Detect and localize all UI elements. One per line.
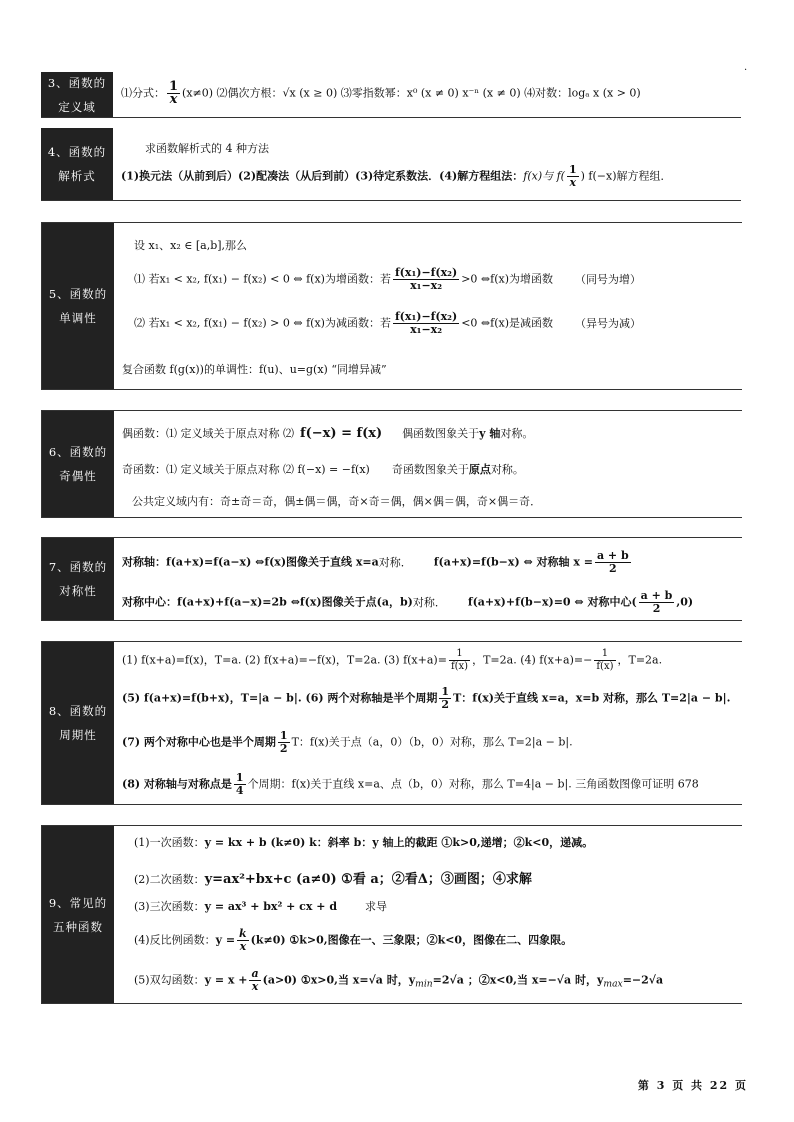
- label-line1: 4、函数的: [47, 145, 107, 159]
- denominator: f(x): [596, 661, 614, 672]
- text: >0 ⇔f(x)为增函数: [461, 272, 554, 286]
- text: f(x)与 f(: [523, 169, 565, 183]
- domain-line: [121, 81, 641, 106]
- text: (3)三次函数：: [134, 900, 205, 913]
- label-line1: 3、函数的: [47, 75, 107, 90]
- denominator: x: [239, 940, 247, 953]
- denominator: x₁−x₂: [410, 323, 443, 336]
- text: 奇函数：⑴ 定义域关于原点对称 ⑵ f(−x) = −f(x): [122, 463, 370, 476]
- fraction: [237, 928, 249, 953]
- section-label: [42, 411, 114, 517]
- section-label: [41, 72, 113, 117]
- fraction: [278, 730, 290, 755]
- section-content: [121, 128, 741, 200]
- text: 个周期：f(x)关于直线 x=a、点（b，0）对称，那么 T=4|a − b|. 三角函数图像可证明 678: [247, 777, 699, 791]
- text: ⑴分式：: [121, 86, 165, 100]
- numerator: 1: [449, 648, 470, 661]
- numerator: f(x₁)−f(x₂): [394, 310, 458, 323]
- text: 对称．: [412, 595, 446, 609]
- text: 对称轴：f(a+x)=f(a−x) ⇔f(x)图像关于直线 x=a: [122, 555, 379, 569]
- text: (1) f(x+a)=f(x)，T=a. (2) f(x+a)=−f(x)，T=2a. (3) f(x+a)=: [122, 653, 447, 667]
- mono-line-3: [134, 311, 641, 336]
- text: (x≠0) ⑵偶次方根：√x (x ≥ 0) ⑶零指数幂：x⁰ (x ≠ 0) x⁻ⁿ (x ≠ 0) ⑷对数：logₐ x (x > 0): [182, 86, 641, 100]
- denominator: 2: [279, 742, 288, 755]
- even-line: [122, 425, 533, 441]
- text: ) f(−x)解方程组．: [580, 169, 672, 183]
- section-content: [121, 72, 741, 117]
- section-analytic: [41, 128, 741, 201]
- text: f(−x) = f(x): [300, 426, 383, 441]
- center-line: [122, 590, 693, 615]
- text: f(a+x)=f(b−x) ⇔ 对称轴 x =: [433, 555, 593, 569]
- section-label: [42, 538, 114, 620]
- numerator: 1: [594, 648, 615, 661]
- text: =−2√a: [622, 973, 664, 987]
- period-line-3: [122, 730, 573, 755]
- label-line1: 9、常见的: [48, 895, 108, 910]
- denominator: 4: [235, 784, 244, 797]
- label-line1: 6、函数的: [48, 445, 108, 459]
- label-line2: 奇偶性: [59, 469, 97, 483]
- numerator: 1: [235, 771, 244, 784]
- denominator: x: [251, 980, 259, 993]
- text: =2√a ；②x<0,当 x=−√a 时，y: [432, 973, 604, 987]
- period-line-4: [122, 772, 699, 797]
- text: y = kx + b (k≠0) k：斜率 b：y 轴上的截距 ①k>0,递增；②k<0，递减。: [204, 836, 594, 849]
- text: ，T=2a. (4) f(x+a)=−: [472, 653, 593, 667]
- section-content: [122, 826, 742, 1003]
- numerator: a + b: [640, 589, 673, 602]
- section-label: [42, 826, 114, 1003]
- func-line-4: [134, 928, 572, 953]
- label-line1: 5、函数的: [48, 287, 108, 301]
- denominator: f(x): [450, 661, 469, 672]
- section-content: [122, 642, 742, 804]
- mono-line-4: 复合函数 f(g(x))的单调性：f(u)、u=g(x) “同增异减”: [122, 363, 387, 376]
- text: (5) f(a+x)=f(b+x)，T=|a − b|. (6) 两个对称轴是半个周期: [122, 691, 438, 705]
- section-label: [42, 642, 114, 804]
- subscript: min: [415, 978, 433, 990]
- section-parity: [41, 410, 742, 518]
- fraction: [595, 550, 631, 575]
- fraction: [249, 968, 260, 993]
- numerator: 1: [279, 729, 288, 742]
- denominator: x: [569, 176, 577, 189]
- section-monotonic: [41, 222, 742, 390]
- text: 对称中心：f(a+x)+f(a−x)=2b ⇔f(x)图像关于点(a，b): [122, 595, 413, 609]
- section-label: [42, 223, 114, 389]
- section-content: [122, 223, 742, 389]
- section-label: [41, 128, 113, 200]
- page-footer: 第 3 页 共 22 页: [637, 1079, 748, 1092]
- text: 对称．: [378, 555, 412, 569]
- text: ，T=2a.: [617, 653, 663, 667]
- numerator: a: [251, 967, 259, 980]
- text: <0 ⇔f(x)是减函数: [461, 316, 554, 330]
- fraction: [439, 686, 451, 711]
- text: 对称。: [490, 463, 524, 476]
- text: (8) 对称轴与对称点是: [122, 777, 232, 791]
- common-domain-line: 公共定义域内有：奇±奇＝奇，偶±偶＝偶，奇×奇＝偶，偶×偶＝偶，奇×偶＝奇．: [132, 495, 542, 508]
- section-common-functions: [41, 825, 742, 1004]
- subscript: max: [603, 978, 623, 990]
- text: T：f(x)关于直线 x=a，x=b 对称，那么 T=2|a − b|.: [453, 691, 731, 705]
- text: 求导: [365, 900, 388, 913]
- text: y = x +: [204, 973, 248, 987]
- text: 奇函数图象关于: [391, 463, 469, 476]
- mono-line-2: [134, 267, 641, 292]
- label-line1: 8、函数的: [48, 704, 108, 718]
- period-line-2: [122, 686, 730, 711]
- text: (1)一次函数：: [134, 836, 205, 849]
- func-line-1: [134, 834, 593, 850]
- func-line-2: [134, 868, 532, 887]
- text: ,0): [676, 595, 694, 609]
- text: y =: [215, 933, 236, 947]
- text: y=ax²+bx+c (a≠0) ①看 a；②看Δ；③画图；④求解: [204, 872, 532, 887]
- denominator: 2: [608, 562, 617, 575]
- methods-line: [121, 164, 672, 189]
- fraction: [234, 772, 246, 797]
- numerator: f(x₁)−f(x₂): [394, 266, 458, 279]
- numerator: k: [239, 927, 247, 940]
- label-line2: 单调性: [59, 311, 97, 325]
- axis-line: [122, 550, 633, 575]
- section-content: [122, 538, 742, 620]
- fraction: [567, 164, 579, 189]
- numerator: a + b: [596, 549, 629, 562]
- text: 偶函数图象关于: [402, 427, 480, 440]
- text: ⑴ 若x₁ < x₂, f(x₁) − f(x₂) < 0 ⇔ f(x)为增函数：若: [134, 272, 391, 286]
- text: (k≠0) ①k>0,图像在一、三象限；②k<0，图像在二、四象限。: [250, 933, 573, 947]
- fraction: [449, 648, 470, 673]
- section-content: [122, 411, 742, 517]
- text: (5)双勾函数：: [134, 973, 205, 987]
- text: y = ax³ + bx² + cx + d: [204, 900, 338, 913]
- denominator: 2: [652, 602, 661, 615]
- label-line1: 7、函数的: [48, 560, 108, 574]
- mono-line-1: 设 x₁、x₂ ∈ [a,b],那么: [134, 239, 248, 252]
- denominator: x: [169, 92, 178, 107]
- text: (4)反比例函数：: [134, 933, 216, 947]
- label-line2: 周期性: [59, 728, 97, 742]
- methods-title: 求函数解析式的 4 种方法: [145, 142, 269, 155]
- text: 原点: [468, 463, 491, 476]
- label-line2: 定义域: [58, 99, 96, 114]
- denominator: x₁−x₂: [410, 279, 443, 292]
- fraction: [393, 311, 459, 336]
- numerator: 1: [441, 685, 450, 698]
- text: f(a+x)+f(b−x)=0 ⇔ 对称中心(: [467, 595, 637, 609]
- text: (a>0) ①x>0,当 x=√a 时，y: [262, 973, 416, 987]
- fraction: [594, 648, 615, 673]
- func-line-5: [134, 968, 663, 993]
- fraction: [393, 267, 459, 292]
- label-line2: 五种函数: [53, 919, 103, 934]
- fraction: [167, 81, 180, 106]
- text: （同号为增）: [575, 272, 642, 286]
- section-domain: [41, 72, 741, 118]
- text: 对称。: [500, 427, 534, 440]
- numerator: 1: [169, 79, 179, 94]
- text: T：f(x)关于点（a，0）（b，0）对称，那么 T=2|a − b|.: [291, 735, 573, 749]
- section-periodicity: [41, 641, 742, 805]
- text: 偶函数：⑴ 定义域关于原点对称 ⑵: [122, 427, 294, 440]
- text: （异号为减）: [575, 316, 642, 330]
- label-line2: 对称性: [59, 584, 97, 598]
- text: (2)二次函数：: [134, 873, 205, 886]
- odd-line: [122, 461, 524, 477]
- text: (1)换元法（从前到后）(2)配凑法（从后到前）(3)待定系数法．(4)解方程组法：: [121, 169, 524, 183]
- numerator: 1: [568, 163, 577, 176]
- top-dot: .: [744, 62, 748, 73]
- text: y 轴: [479, 427, 501, 440]
- label-line2: 解析式: [58, 169, 96, 183]
- func-line-3: [134, 898, 387, 914]
- text: (7) 两个对称中心也是半个周期: [122, 735, 276, 749]
- text: ⑵ 若x₁ < x₂, f(x₁) − f(x₂) > 0 ⇔ f(x)为减函数：若: [134, 316, 391, 330]
- period-line-1: [122, 648, 662, 673]
- denominator: 2: [441, 698, 450, 711]
- section-symmetry: [41, 537, 742, 621]
- fraction: [639, 590, 675, 615]
